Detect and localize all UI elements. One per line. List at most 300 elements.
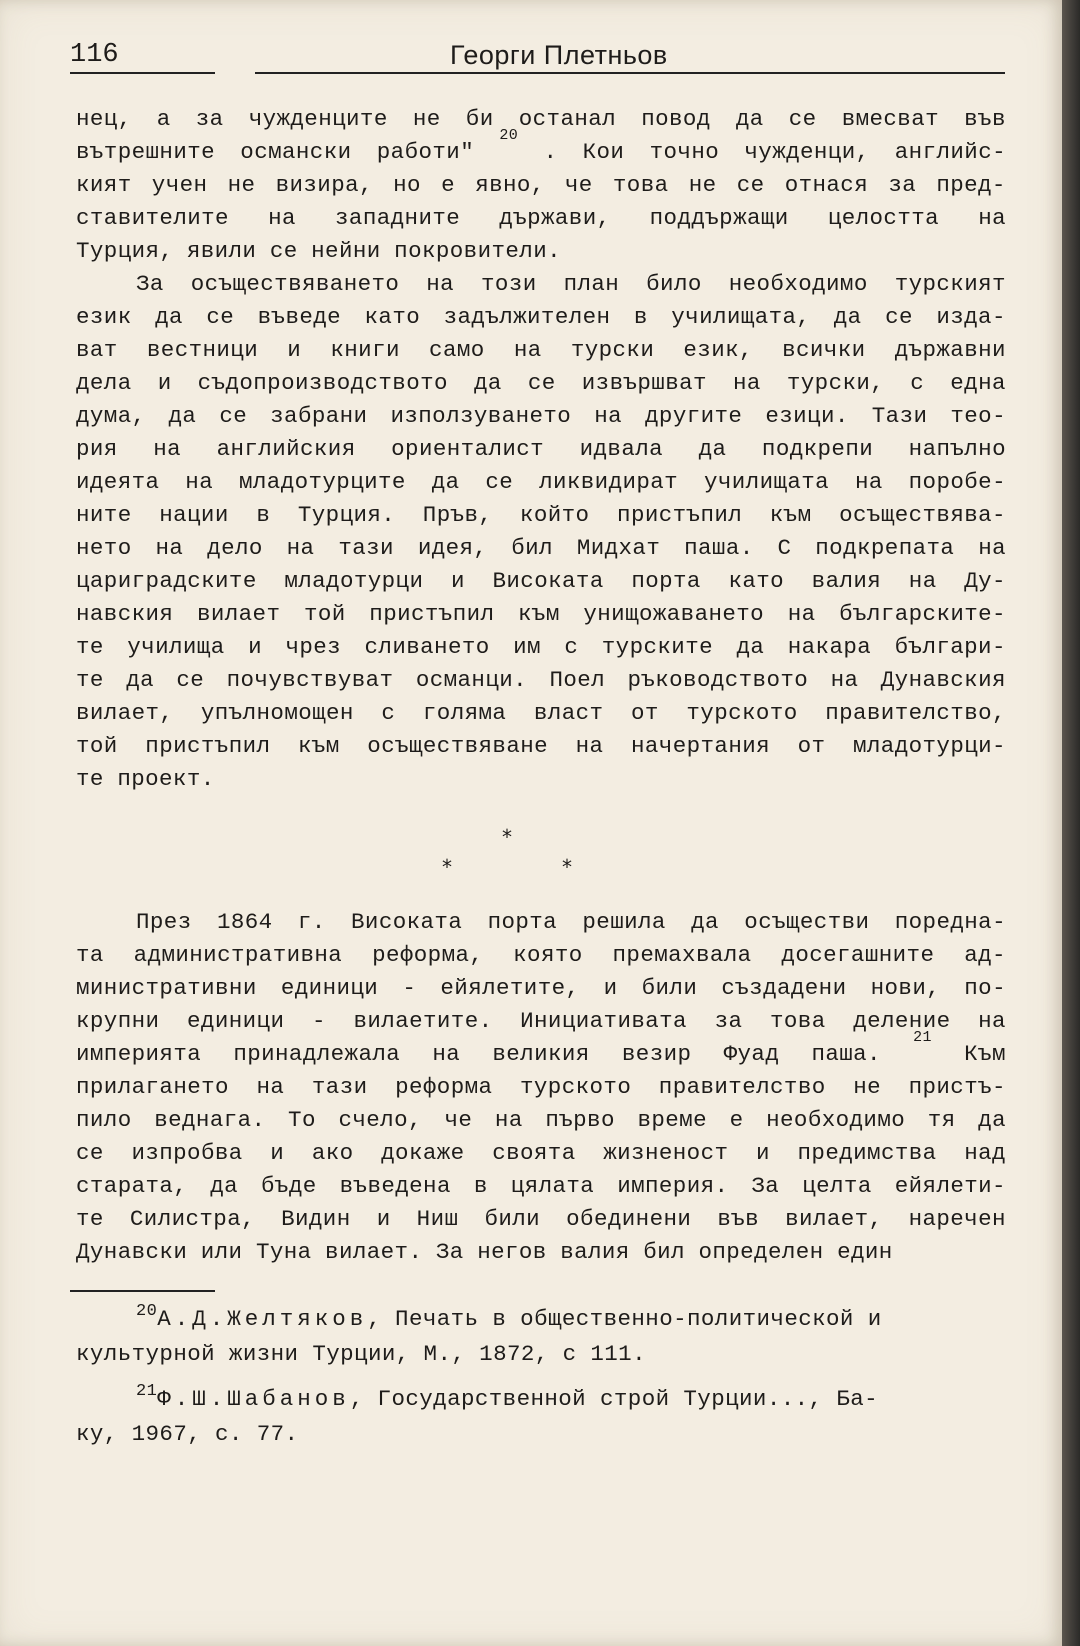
word: унищожаването (583, 601, 765, 627)
word: вилаетите. (353, 1008, 493, 1034)
word: нови, (870, 975, 941, 1001)
word: на (575, 733, 604, 759)
word: решила (582, 909, 666, 935)
word: деление (853, 1008, 951, 1034)
word: за (195, 106, 224, 132)
word: използуването (390, 403, 572, 429)
word: пило (76, 1107, 132, 1133)
word: и (376, 1206, 391, 1232)
word: Високата (492, 568, 604, 594)
word: езици. (765, 403, 849, 429)
word: рия (76, 436, 118, 462)
word: ставителите (76, 205, 229, 231)
word: реформа (395, 1074, 493, 1100)
word: Турция, (76, 238, 174, 264)
word: идея, (417, 535, 488, 561)
word: нации (159, 502, 229, 528)
word: на (153, 436, 182, 462)
word: която (513, 942, 583, 968)
word: Към (964, 1041, 1006, 1067)
word: валия (811, 568, 882, 594)
word: ейялетите, (440, 975, 580, 1001)
word: голяма (422, 700, 507, 726)
word: поредна- (894, 909, 1006, 935)
word: се (76, 1140, 104, 1166)
footnote-reference: 21 (913, 1029, 932, 1046)
word: единици (280, 975, 379, 1001)
word: да (210, 1173, 239, 1199)
word: не (853, 1074, 882, 1100)
word: Ду- (964, 568, 1006, 594)
word: досегашните (781, 942, 935, 968)
word: от (631, 700, 659, 726)
word: младотурците (238, 469, 406, 495)
word: на (594, 403, 623, 429)
word: та (76, 942, 104, 968)
word: турски, (786, 370, 885, 396)
text-line (76, 202, 1006, 235)
footnote-title: , Печать в общественно-политической и (367, 1306, 882, 1332)
word: веднага. (154, 1107, 266, 1133)
text-line (76, 1137, 1006, 1170)
word: докаже (381, 1140, 465, 1166)
text-line (76, 499, 1006, 532)
text-line (76, 664, 1006, 697)
word: османци. (415, 667, 528, 693)
word: тя (927, 1107, 956, 1133)
word: останал (518, 106, 617, 132)
word: на (256, 1074, 285, 1100)
word: на (513, 337, 542, 363)
word: били (484, 1206, 541, 1232)
footnote-number: 21 (136, 1382, 158, 1401)
word: цариградските (76, 568, 257, 594)
word: да (431, 469, 460, 495)
word: ако (311, 1140, 354, 1166)
running-header (70, 40, 1005, 74)
word: единици (187, 1008, 285, 1034)
section-text-block (76, 906, 1006, 1269)
word: като (728, 568, 785, 594)
word: пред- (936, 172, 1006, 198)
word: старата, (76, 1173, 188, 1199)
footnote-line (76, 1302, 1006, 1337)
word: в (473, 1173, 488, 1199)
word: поробе- (908, 469, 1006, 495)
word: не (412, 106, 441, 132)
word: не (688, 172, 717, 198)
word: младотурци (284, 568, 424, 594)
word: това (769, 1008, 826, 1034)
word: държави, (499, 205, 611, 231)
word: визира, (275, 172, 373, 198)
word: турски (570, 337, 655, 363)
word: премахвала (612, 942, 752, 968)
word: е (441, 172, 456, 198)
header-rule-left (70, 72, 215, 74)
paragraph-1 (76, 103, 1006, 268)
word: паша. (684, 535, 754, 561)
text-line (76, 972, 1006, 1005)
word: който (519, 502, 590, 528)
word: на (908, 568, 937, 594)
text-line (76, 1236, 1006, 1269)
word: предимства (797, 1140, 937, 1166)
word: идвала (579, 436, 664, 462)
text-line (76, 697, 1006, 730)
word: да (155, 304, 183, 330)
word: първо (545, 1107, 615, 1133)
word: турските (601, 634, 713, 660)
word: се (176, 667, 205, 693)
word: Пръв, (422, 502, 493, 528)
word: Фуад (723, 1041, 780, 1067)
word: османски (240, 139, 352, 165)
word: правителство, (825, 700, 1006, 726)
text-line (76, 127, 1006, 169)
word: би (465, 106, 494, 132)
word: своята (492, 1140, 576, 1166)
word: пристъ- (908, 1074, 1006, 1100)
word: да (474, 370, 502, 396)
word: Кои (582, 139, 625, 165)
word: като (364, 304, 421, 330)
word: административна (133, 942, 343, 968)
word: учен (151, 172, 208, 198)
word: на (978, 205, 1006, 231)
word: почувствуват (226, 667, 394, 693)
word: и (287, 337, 302, 363)
page-edge-shadow (1062, 0, 1080, 1646)
word: Дунавски (76, 1239, 188, 1265)
word: а (156, 106, 171, 132)
word: власт (533, 700, 604, 726)
word: да (691, 909, 719, 935)
word: училищата (703, 469, 830, 495)
word: Силистра, (129, 1206, 256, 1232)
word: нето (76, 535, 132, 561)
word: това (612, 172, 669, 198)
word: изда- (936, 304, 1006, 330)
word: накара (787, 634, 872, 660)
word: негов (477, 1239, 547, 1265)
word: на (732, 370, 761, 396)
word: цялата (510, 1173, 595, 1199)
word: да (698, 436, 727, 462)
word: Ниш (416, 1206, 459, 1232)
word: пристъпил (369, 601, 495, 627)
word: на (155, 535, 184, 561)
word: дума, (76, 403, 146, 429)
text-line (76, 565, 1006, 598)
word: и (157, 370, 172, 396)
word: повод (641, 106, 711, 132)
word: по- (964, 975, 1006, 1001)
word: дела (76, 370, 132, 396)
word: английския (216, 436, 356, 462)
word: правителство (658, 1074, 826, 1100)
word: или (200, 1239, 243, 1265)
word: принадлежала (233, 1041, 401, 1067)
footnote-rule (70, 1290, 215, 1292)
word: държавни (894, 337, 1006, 363)
word: западните (335, 205, 461, 231)
text-line (76, 939, 1006, 972)
word: но (393, 172, 421, 198)
word: упълномощен (200, 700, 354, 726)
word: с (564, 634, 579, 660)
word: че (444, 1107, 473, 1133)
word: счело, (338, 1107, 422, 1133)
word: се (788, 106, 817, 132)
word: нец, (76, 106, 132, 132)
text-line (76, 763, 1006, 796)
word: работи" (376, 139, 475, 165)
word: покровители. (394, 238, 561, 264)
word: вестници (146, 337, 259, 363)
word: само (429, 337, 485, 363)
word: на (494, 1107, 523, 1133)
word: ръководството (627, 667, 809, 693)
word: необходимо (728, 271, 868, 297)
word: една (950, 370, 1006, 396)
word: език, (683, 337, 753, 363)
word: 1864 (216, 909, 273, 935)
word: се (736, 172, 765, 198)
word: пристъпил (145, 733, 271, 759)
word: вилает, (785, 1206, 883, 1232)
word: Туна (255, 1239, 312, 1265)
word: валия (560, 1239, 630, 1265)
word: чужденците (248, 106, 388, 132)
footnote-author: А.Д.Желтяков (157, 1306, 368, 1332)
word: се (269, 238, 298, 264)
word: министративни (76, 975, 257, 1001)
word: наречен (908, 1206, 1006, 1232)
word: поддържащи (649, 205, 789, 231)
word: към (769, 502, 812, 528)
word: към (518, 601, 560, 627)
word: пристъпил (617, 502, 743, 528)
text-line (76, 906, 1006, 939)
word: порта (631, 568, 701, 594)
word: турското (686, 700, 798, 726)
word: вилает. (325, 1239, 423, 1265)
word: тази (311, 1074, 368, 1100)
word: било (646, 271, 702, 297)
word: дело (207, 535, 263, 561)
word: на (185, 469, 214, 495)
word: създадени (721, 975, 847, 1001)
word: чрез (285, 634, 342, 660)
word: тази (338, 535, 394, 561)
text-line (76, 1029, 1006, 1071)
word: явно, (475, 172, 545, 198)
page-number: 116 (70, 40, 119, 70)
word: С (777, 535, 792, 561)
text-line (76, 367, 1006, 400)
paragraph-3 (76, 906, 1006, 1269)
footnote-title: , Государственной строй Турции..., Ба- (349, 1386, 879, 1412)
word: напълно (908, 436, 1006, 462)
word: в (633, 304, 648, 330)
text-line (76, 1071, 1006, 1104)
word: ликвидират (539, 469, 679, 495)
word: училищата, (671, 304, 811, 330)
word: време (637, 1107, 707, 1133)
word: всички (782, 337, 866, 363)
word: английс- (894, 139, 1006, 165)
word: прилагането (76, 1074, 229, 1100)
word: вилает, (76, 700, 174, 726)
word: във (717, 1206, 760, 1232)
word: целостта (827, 205, 940, 231)
word: те (76, 667, 104, 693)
word: език (76, 304, 132, 330)
word: осъществяването (190, 271, 400, 297)
word: реформа, (372, 942, 484, 968)
word: към (298, 733, 340, 759)
text-line (76, 598, 1006, 631)
word: подкрепи (761, 436, 874, 462)
word: въведена (339, 1173, 451, 1199)
word: империята (76, 1041, 202, 1067)
word: книги (330, 337, 400, 363)
asterisk-right: * (562, 855, 572, 879)
section-break-asterism (0, 825, 1062, 885)
footnote-line: культурной жизни Турции, М., 1872, с 111. (76, 1341, 646, 1367)
word: да (168, 403, 197, 429)
word: че (564, 172, 593, 198)
word: на (268, 205, 296, 231)
word: Високата (351, 909, 463, 935)
word: За (136, 271, 164, 297)
word: обединени (566, 1206, 692, 1232)
text-line (76, 1005, 1006, 1038)
word: За (435, 1239, 464, 1265)
word: във (964, 106, 1006, 132)
word: вмесват (841, 106, 940, 132)
footnote-number: 20 (136, 1302, 158, 1321)
word: бъде (261, 1173, 317, 1199)
word: Дунавския (880, 667, 1006, 693)
header-rule-right (255, 72, 1005, 74)
word: един (837, 1239, 893, 1265)
word: Видин (281, 1206, 351, 1232)
word: кият (76, 172, 132, 198)
word: този (481, 271, 537, 297)
text-line (76, 1203, 1006, 1236)
word: сливането (364, 634, 490, 660)
word: другите (645, 403, 743, 429)
word: паша. (811, 1041, 881, 1067)
word: ад- (964, 942, 1006, 968)
word: определен (698, 1239, 824, 1265)
word: е (729, 1107, 744, 1133)
word: да (978, 1107, 1006, 1133)
asterisk-top: * (502, 825, 512, 849)
word: съдопроизводството (197, 370, 448, 396)
word: чужденци, (744, 139, 870, 165)
word: бил (511, 535, 553, 561)
word: ните (76, 502, 132, 528)
word: българи- (894, 634, 1006, 660)
word: великия (492, 1041, 590, 1067)
text-line (76, 433, 1006, 466)
word: в (256, 502, 271, 528)
word: везир (621, 1041, 692, 1067)
word: училища (127, 634, 225, 660)
word: с (910, 370, 925, 396)
word: осъществяване (367, 733, 549, 759)
word: забрани (270, 403, 368, 429)
text-line (76, 532, 1006, 565)
word: българските- (839, 601, 1006, 627)
footnote-21 (76, 1382, 1006, 1452)
word: да (735, 106, 764, 132)
word: отнася (784, 172, 869, 198)
word: тео- (950, 403, 1006, 429)
word: на (854, 469, 883, 495)
word: на (432, 1041, 461, 1067)
word: точно (649, 139, 720, 165)
word: на (830, 667, 859, 693)
word: на (426, 271, 455, 297)
word: империя. (617, 1173, 729, 1199)
word: да (833, 304, 862, 330)
word: Тази (871, 403, 928, 429)
word: жизненост (603, 1140, 729, 1166)
text-line (76, 268, 1006, 301)
text-line (76, 631, 1006, 664)
word: въведе (257, 304, 342, 330)
word: вътрешните (76, 139, 216, 165)
word: с (381, 700, 396, 726)
word: Поел (549, 667, 606, 693)
text-line (76, 400, 1006, 433)
word: извършват (581, 370, 707, 396)
text-line (76, 103, 1006, 136)
running-title: Георги Плетньов (450, 40, 668, 70)
word: начертания (631, 733, 771, 759)
word: крупни (76, 1008, 160, 1034)
word: подкрепата (815, 535, 955, 561)
word: и (270, 1140, 285, 1166)
word: навския (76, 601, 174, 627)
word: ориенталист (391, 436, 545, 462)
word: на (286, 535, 315, 561)
text-line (76, 235, 1006, 268)
word: г. (297, 909, 326, 935)
word: ейялети- (894, 1173, 1006, 1199)
word: план (563, 271, 620, 297)
word: осъществи (744, 909, 870, 935)
word: . (543, 139, 558, 165)
word: се (206, 304, 235, 330)
word: и (450, 568, 465, 594)
footnote-line: ку, 1967, с. 77. (76, 1421, 299, 1447)
word: турският (894, 271, 1006, 297)
footnote-reference: 20 (499, 127, 519, 144)
word: идеята (76, 469, 160, 495)
word: бил (643, 1239, 685, 1265)
word: да (126, 667, 155, 693)
paragraph-2 (76, 268, 1006, 796)
word: За (751, 1173, 780, 1199)
word: за (714, 1008, 743, 1034)
word: и (603, 975, 618, 1001)
word: от (797, 733, 826, 759)
